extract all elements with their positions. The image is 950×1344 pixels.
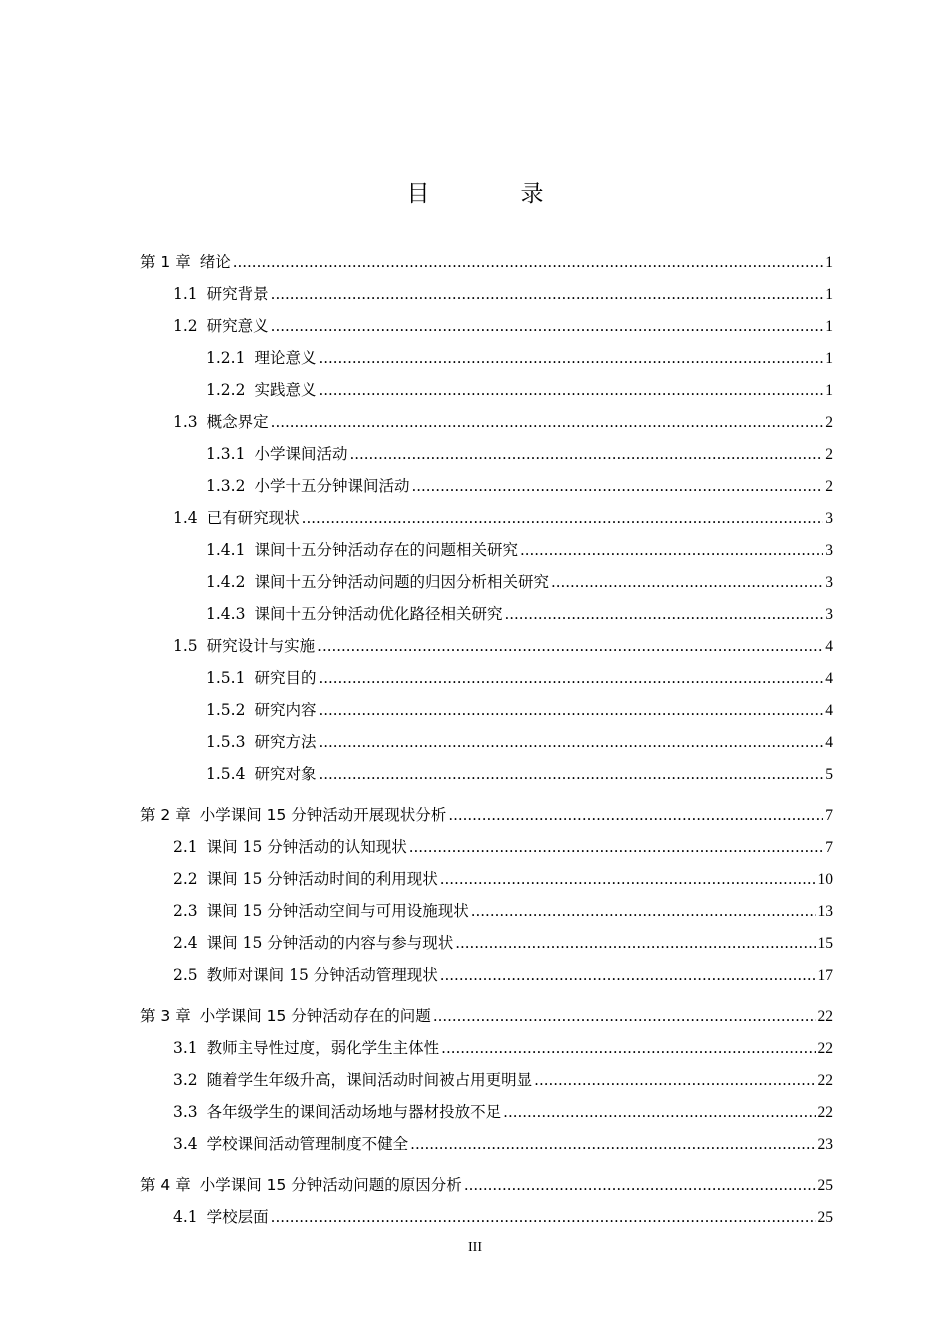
toc-dot-leader — [411, 470, 823, 502]
toc-dot-leader — [318, 342, 823, 374]
toc-entry-number: 1.5.3 — [206, 733, 246, 751]
toc-entry-title: 小学课间活动 — [254, 445, 348, 463]
toc-entry-number: 1.3.2 — [206, 477, 246, 495]
toc-dot-leader — [318, 758, 823, 790]
toc-entry-title: 研究目的 — [254, 669, 317, 687]
toc-entry-title: 理论意义 — [254, 349, 317, 367]
toc-dot-leader — [233, 246, 824, 278]
toc-entry-number: 2.3 — [173, 902, 198, 920]
toc-entry-title: 课间十五分钟活动优化路径相关研究 — [254, 605, 503, 623]
toc-dot-leader — [433, 1000, 816, 1032]
toc-entry-number: 第 1 章 — [140, 253, 191, 271]
toc-entry-page: 3 — [825, 542, 833, 559]
toc-dot-leader — [271, 1201, 816, 1233]
toc-entry-title: 绪论 — [199, 253, 231, 271]
toc-entry-number: 1.4.1 — [206, 541, 246, 559]
toc-entry[interactable] — [140, 246, 833, 278]
toc-entry[interactable] — [140, 310, 833, 342]
toc-entry-number: 2.5 — [173, 966, 198, 984]
toc-entry-title: 课间十五分钟活动存在的问题相关研究 — [254, 541, 518, 559]
toc-entry[interactable] — [140, 1032, 833, 1064]
toc-dot-leader — [318, 662, 823, 694]
toc-dot-leader — [318, 374, 823, 406]
toc-dot-leader — [271, 406, 824, 438]
toc-entry-title: 学校课间活动管理制度不健全 — [206, 1135, 409, 1153]
toc-entry-page: 1 — [825, 382, 833, 399]
toc-entry-number: 2.1 — [173, 838, 198, 856]
toc-entry[interactable] — [140, 470, 833, 502]
toc-entry-number: 1.4.3 — [206, 605, 246, 623]
toc-dot-leader — [551, 566, 823, 598]
toc-entry-title: 实践意义 — [254, 381, 317, 399]
toc-entry-title: 课间 15 分钟活动时间的利用现状 — [206, 870, 438, 888]
toc-entry-page: 5 — [825, 766, 833, 783]
toc-entry-page: 23 — [817, 1136, 833, 1153]
toc-entry-title: 学校层面 — [206, 1208, 269, 1226]
toc-entry[interactable] — [140, 374, 833, 406]
toc-entry[interactable] — [140, 630, 833, 662]
toc-entry-title: 研究方法 — [254, 733, 317, 751]
toc-entry-number: 3.2 — [173, 1071, 198, 1089]
toc-dot-leader — [349, 438, 823, 470]
toc-entry-title: 研究设计与实施 — [206, 637, 316, 655]
toc-entry-number: 1.5.2 — [206, 701, 246, 719]
toc-entry-number: 4.1 — [173, 1208, 198, 1226]
toc-dot-leader — [410, 1128, 815, 1160]
toc-entry-title: 课间十五分钟活动问题的归因分析相关研究 — [254, 573, 549, 591]
toc-entry-number: 3.4 — [173, 1135, 198, 1153]
toc-dot-leader — [302, 502, 824, 534]
toc-entry-page: 1 — [825, 350, 833, 367]
toc-entry-number: 1.2 — [173, 317, 198, 335]
toc-entry-number: 2.2 — [173, 870, 198, 888]
toc-dot-leader — [441, 1032, 815, 1064]
toc-entry-page: 4 — [825, 702, 833, 719]
toc-dot-leader — [448, 799, 823, 831]
toc-entry[interactable] — [140, 694, 833, 726]
toc-dot-leader — [271, 278, 824, 310]
toc-list — [140, 246, 833, 1233]
toc-entry-title: 课间 15 分钟活动的内容与参与现状 — [206, 934, 454, 952]
toc-entry[interactable] — [140, 726, 833, 758]
toc-entry-title: 小学十五分钟课间活动 — [254, 477, 410, 495]
toc-entry-title: 概念界定 — [206, 413, 269, 431]
toc-entry-page: 1 — [825, 254, 833, 271]
toc-dot-leader — [317, 630, 823, 662]
toc-entry[interactable] — [140, 438, 833, 470]
toc-entry-page: 22 — [817, 1008, 833, 1025]
toc-entry[interactable] — [140, 502, 833, 534]
toc-entry-number: 1.2.1 — [206, 349, 246, 367]
toc-dot-leader — [318, 726, 823, 758]
toc-dot-leader — [318, 694, 823, 726]
toc-entry-page: 2 — [825, 478, 833, 495]
page-number: III — [468, 1240, 482, 1255]
toc-entry-title: 小学课间 15 分钟活动开展现状分析 — [199, 806, 447, 824]
toc-title: 目 录 — [406, 181, 578, 207]
toc-dot-leader — [471, 895, 816, 927]
toc-entry-number: 第 3 章 — [140, 1007, 191, 1025]
toc-entry-number: 2.4 — [173, 934, 198, 952]
toc-entry-page: 1 — [825, 318, 833, 335]
toc-entry-title: 研究意义 — [206, 317, 269, 335]
toc-entry-number: 1.3 — [173, 413, 198, 431]
toc-entry[interactable] — [140, 1201, 833, 1233]
toc-entry-number: 1.4 — [173, 509, 198, 527]
toc-entry-page: 25 — [817, 1177, 833, 1194]
toc-entry-page: 3 — [825, 510, 833, 527]
toc-entry-page: 2 — [825, 446, 833, 463]
toc-dot-leader — [504, 598, 823, 630]
toc-entry[interactable] — [140, 1000, 833, 1032]
toc-entry-page: 3 — [825, 574, 833, 591]
toc-entry-page: 7 — [825, 807, 833, 824]
toc-dot-leader — [271, 310, 824, 342]
toc-entry[interactable] — [140, 1128, 833, 1160]
toc-entry[interactable] — [140, 1064, 833, 1096]
toc-entry-title: 研究对象 — [254, 765, 317, 783]
toc-entry-number: 1.5.4 — [206, 765, 246, 783]
toc-entry[interactable] — [140, 662, 833, 694]
toc-entry-title: 研究背景 — [206, 285, 269, 303]
toc-entry[interactable] — [140, 799, 833, 831]
toc-entry-page: 22 — [817, 1104, 833, 1121]
toc-entry[interactable] — [140, 1096, 833, 1128]
toc-entry-number: 1.2.2 — [206, 381, 246, 399]
toc-dot-leader — [534, 1064, 815, 1096]
toc-entry-page: 13 — [817, 903, 833, 920]
toc-entry-title: 小学课间 15 分钟活动存在的问题 — [199, 1007, 431, 1025]
toc-entry-page: 2 — [825, 414, 833, 431]
toc-entry-page: 22 — [817, 1072, 833, 1089]
toc-dot-leader — [440, 863, 816, 895]
toc-entry-title: 随着学生年级升高，课间活动时间被占用更明显 — [206, 1071, 533, 1089]
toc-entry[interactable] — [140, 831, 833, 863]
toc-entry-number: 1.4.2 — [206, 573, 246, 591]
toc-entry-title: 各年级学生的课间活动场地与器材投放不足 — [206, 1103, 502, 1121]
toc-entry[interactable] — [140, 566, 833, 598]
toc-entry-page: 17 — [817, 967, 833, 984]
toc-entry[interactable] — [140, 863, 833, 895]
toc-entry-number: 1.5.1 — [206, 669, 246, 687]
toc-entry-number: 3.3 — [173, 1103, 198, 1121]
toc-entry[interactable] — [140, 758, 833, 790]
toc-dot-leader — [503, 1096, 815, 1128]
toc-entry[interactable] — [140, 342, 833, 374]
toc-entry-number: 第 2 章 — [140, 806, 191, 824]
toc-entry-title: 小学课间 15 分钟活动问题的原因分析 — [199, 1176, 462, 1194]
toc-entry[interactable] — [140, 1169, 833, 1201]
toc-entry[interactable] — [140, 598, 833, 630]
toc-dot-leader — [440, 959, 816, 991]
toc-entry-number: 第 4 章 — [140, 1176, 191, 1194]
toc-entry-page: 10 — [817, 871, 833, 888]
toc-entry-title: 课间 15 分钟活动的认知现状 — [206, 838, 407, 856]
toc-entry-number: 1.3.1 — [206, 445, 246, 463]
toc-dot-leader — [464, 1169, 816, 1201]
toc-entry-number: 1.5 — [173, 637, 198, 655]
toc-entry-page: 1 — [825, 286, 833, 303]
toc-entry-title: 已有研究现状 — [206, 509, 300, 527]
toc-entry-page: 4 — [825, 638, 833, 655]
toc-entry-number: 3.1 — [173, 1039, 198, 1057]
toc-entry-title: 教师主导性过度，弱化学生主体性 — [206, 1039, 440, 1057]
toc-entry-page: 3 — [825, 606, 833, 623]
toc-entry-title: 课间 15 分钟活动空间与可用设施现状 — [206, 902, 469, 920]
toc-entry-number: 1.1 — [173, 285, 198, 303]
toc-dot-leader — [409, 831, 824, 863]
toc-entry-title: 研究内容 — [254, 701, 317, 719]
toc-dot-leader — [455, 927, 815, 959]
toc-entry-page: 4 — [825, 670, 833, 687]
toc-entry-title: 教师对课间 15 分钟活动管理现状 — [206, 966, 438, 984]
toc-entry[interactable] — [140, 959, 833, 991]
toc-dot-leader — [520, 534, 823, 566]
toc-entry-page: 22 — [817, 1040, 833, 1057]
toc-entry[interactable] — [140, 927, 833, 959]
toc-entry-page: 25 — [817, 1209, 833, 1226]
toc-entry-page: 15 — [817, 935, 833, 952]
toc-entry-page: 4 — [825, 734, 833, 751]
toc-entry[interactable] — [140, 895, 833, 927]
toc-entry[interactable] — [140, 406, 833, 438]
toc-entry-page: 7 — [825, 839, 833, 856]
toc-entry[interactable] — [140, 534, 833, 566]
toc-entry[interactable] — [140, 278, 833, 310]
